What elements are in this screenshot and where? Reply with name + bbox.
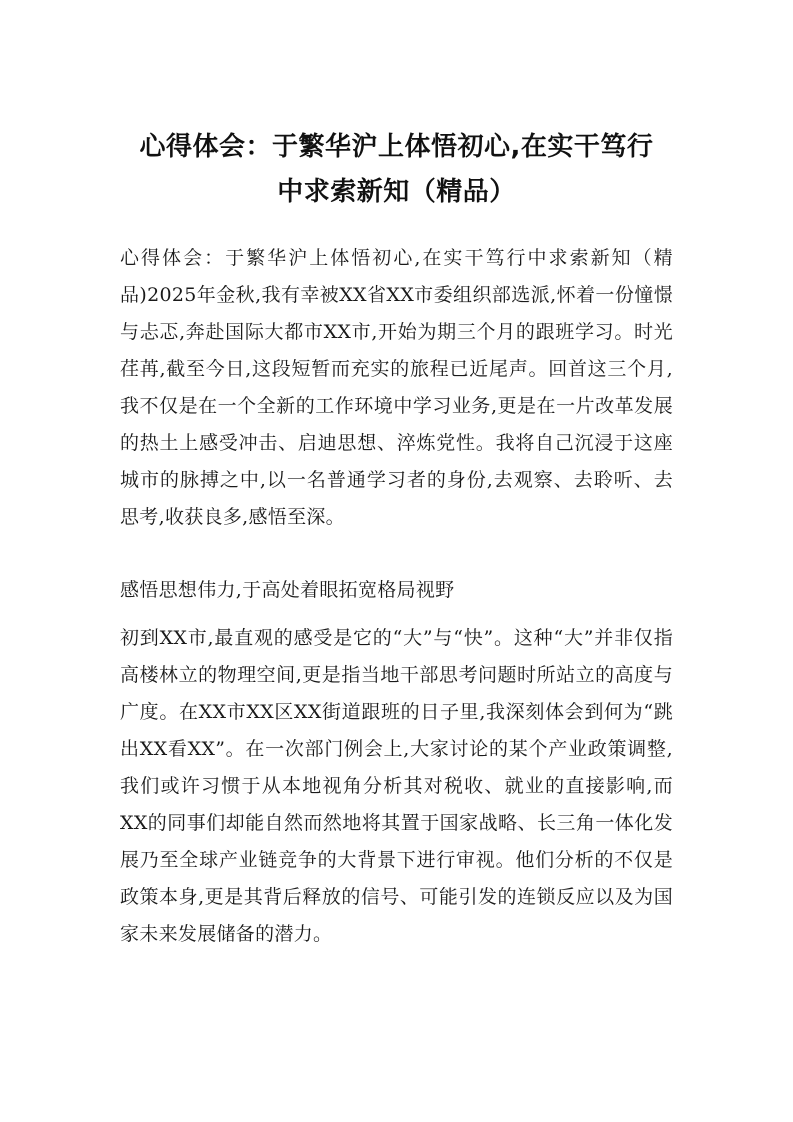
section-heading: 感悟思想伟力,于高处着眼拓宽格局视野 bbox=[120, 579, 455, 601]
intro-paragraph: 心得体会：于繁华沪上体悟初心,在实干笃行中求索新知（精品)2025年金秋,我有幸被XX省XX市委组织部选派,怀着一份憧憬与忐忑,奔赴国际大都市XX市,开始为期三个月的跟班学习。时光荏苒,截至今日,这段短暂而充实的旅程已近尾声。回首这三个月,我不仅是在一个全新的工作环境中学习业务,更是在一片改革发展的热土上感受冲击、启迪思想、淬炼党性。我将自己沉浸于这座城市的脉搏之中,以一名普通学习者的身份,去观察、去聆听、去思考,收获良多,感悟至深。 bbox=[120, 247, 673, 528]
document-title-line-2: 中求索新知（精品） bbox=[277, 177, 516, 207]
document-title-line-1: 心得体会：于繁华沪上体悟初心,在实干笃行 bbox=[139, 132, 654, 162]
body-paragraph: 初到XX市,最直观的感受是它的“大”与“快”。这种“大”并非仅指高楼林立的物理空间,更是指当地干部思考问题时所站立的高度与广度。在XX市XX区XX街道跟班的日子里,我深刻体会到何为“跳出XX看XX”。在一次部门例会上,大家讨论的某个产业政策调整,我们或许习惯于从本地视角分析其对税收、就业的直接影响,而XX的同事们却能自然而然地将其置于国家战略、长三角一体化发展乃至全球产业链竞争的大背景下进行审视。他们分析的不仅是政策本身,更是其背后释放的信号、可能引发的连锁反应以及为国家未来发展储备的潜力。 bbox=[120, 627, 673, 945]
